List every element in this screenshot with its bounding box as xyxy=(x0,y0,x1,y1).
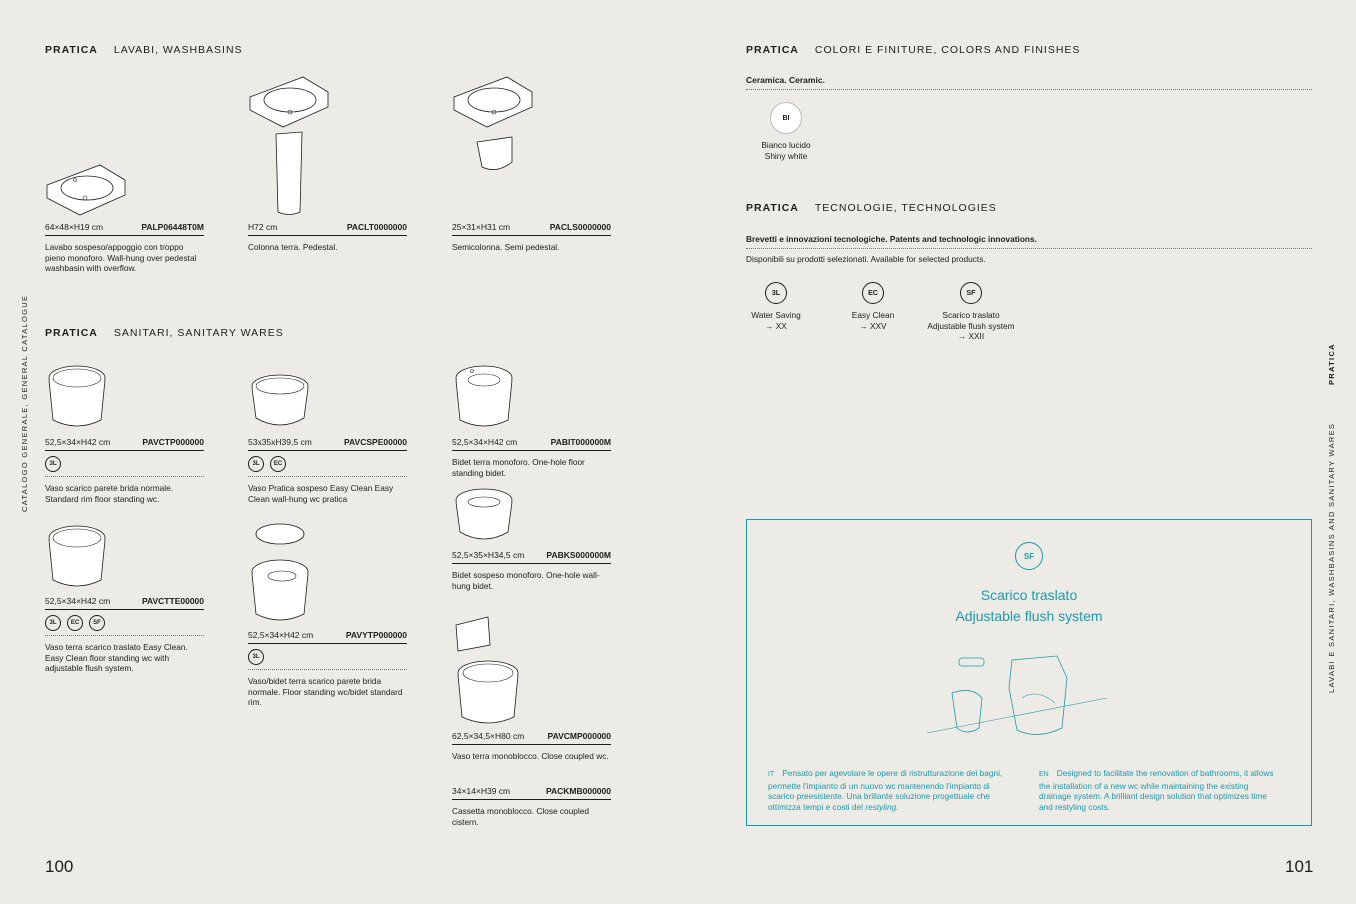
product-pedestal: H72 cm PACLT0000000 Colonna terra. Pedestal. xyxy=(248,222,407,252)
page-number-right: 101 xyxy=(1285,857,1314,876)
product-bidet-floor: 52,5×34×H42 cm PABIT000000M Bidet terra monoforo. One-hole floor standing bidet. xyxy=(452,437,611,478)
ceramic-label: Ceramica. Ceramic. xyxy=(746,75,1312,90)
left-side-label: CATALOGO GENERALE, GENERAL CATALOGUE xyxy=(20,294,29,512)
product-wc-wall-hung: 53x35xH39,5 cm PAVCSPE00000 3L EC Vaso Pratica sospeso Easy Clean Easy Clean wall-hung wc pratica xyxy=(248,437,407,504)
water-saving-icon: 3L xyxy=(765,282,787,304)
finish-name-en: Shiny white xyxy=(764,150,808,161)
adjustable-flush-icon: SF xyxy=(960,282,982,304)
water-saving-icon: 3L xyxy=(248,649,264,665)
flush-system-illustration xyxy=(927,648,1127,748)
easy-clean-icon: EC xyxy=(862,282,884,304)
page-number-left: 100 xyxy=(45,857,74,876)
right-side-brand: PRATICA xyxy=(1327,343,1336,385)
finish-code: BI xyxy=(770,102,802,134)
tech-section-title: PRATICA TECNOLOGIE, TECHNOLOGIES xyxy=(746,202,997,214)
water-saving-icon: 3L xyxy=(45,456,61,472)
floor-wc-illustration xyxy=(45,362,110,432)
product-wc-standard: 52,5×34×H42 cm PAVCTP000000 3L Vaso scarico parete brida normale. Standard rim floor standing wc. xyxy=(45,437,204,504)
feature-text-en: EN Designed to facilitate the renovation of bathrooms, it allows the installation of a new wc while maintaining the existing drainage system. A brilliant design solution that optimizes time and restyling costs. xyxy=(1039,768,1274,812)
feature-title: Scarico traslato Adjustable flush system xyxy=(955,587,1103,624)
floor-bidet-illustration xyxy=(452,362,517,432)
easy-clean-icon: EC xyxy=(67,615,83,631)
tech-easy-clean: EC Easy Clean → XXV xyxy=(837,282,909,331)
tech-available: Disponibili su prodotti selezionati. Available for selected products. xyxy=(746,254,986,264)
product-wc-adjustable: 52,5×34×H42 cm PAVCTTE00000 3L EC SF Vaso terra scarico traslato Easy Clean. Easy Clean floor standing wc with adjustable flush system. xyxy=(45,596,204,673)
adjustable-flush-icon: SF xyxy=(89,615,105,631)
finish-name-it: Bianco lucido xyxy=(761,140,811,150)
washbasins-section-title: PRATICA LAVABI, WASHBASINS xyxy=(45,44,243,56)
wall-hung-washbasin-illustration xyxy=(45,160,130,220)
easy-clean-icon: EC xyxy=(270,456,286,472)
water-saving-icon: 3L xyxy=(45,615,61,631)
product-washbasin: 64×48×H19 cm PALP06448T0M Lavabo sospeso/appoggio con troppo pieno monoforo. Wall-hung over pedestal washbasin with overflow. xyxy=(45,222,204,273)
colors-section-title: PRATICA COLORI E FINITURE, COLORS AND FINISHES xyxy=(746,44,1081,56)
sanitary-section-title: PRATICA SANITARI, SANITARY WARES xyxy=(45,327,284,339)
product-wc-close-coupled: 62,5×34,5×H80 cm PAVCMP000000 Vaso terra monoblocco. Close coupled wc. xyxy=(452,731,611,761)
product-semi-pedestal: 25×31×H31 cm PACLS0000000 Semicolonna. Semi pedestal. xyxy=(452,222,611,252)
pedestal-illustration xyxy=(248,72,333,217)
product-bidet-wall-hung: 52,5×35×H34,5 cm PABKS000000M Bidet sospeso monoforo. One-hole wall-hung bidet. xyxy=(452,550,611,591)
tech-patents: Brevetti e innovazioni tecnologiche. Patents and technologic innovations. xyxy=(746,234,1312,249)
close-coupled-wc-illustration xyxy=(452,615,522,727)
feature-text-it: IT Pensato per agevolare le opere di ristrutturazione dei bagni, permette l'impianto di un nuovo wc mantenendo l'impianto di scarico preesistente. Una brillante soluzione progettuale che ottimizza tempi e costi del restyling. xyxy=(768,768,1003,812)
wall-hung-wc-illustration xyxy=(248,372,313,432)
adjustable-flush-icon: SF xyxy=(1015,542,1043,570)
feature-box xyxy=(746,519,1312,826)
semi-pedestal-illustration xyxy=(452,72,537,182)
product-wc-bidet: 52,5×34×H42 cm PAVYTP000000 3L Vaso/bidet terra scarico parete brida normale. Floor standing wc/bidet standard rim. xyxy=(248,630,407,707)
product-cistern: 34×14×H39 cm PACKMB000000 Cassetta monoblocco. Close coupled cistern. xyxy=(452,786,611,827)
adjustable-flush-wc-illustration xyxy=(45,522,110,592)
tech-adjustable-flush: SF Scarico traslato Adjustable flush system → XXII xyxy=(916,282,1026,342)
wall-hung-bidet-illustration xyxy=(452,486,517,546)
water-saving-icon: 3L xyxy=(248,456,264,472)
tech-water-saving: 3L Water Saving → XX xyxy=(740,282,812,331)
right-side-label: LAVABI E SANITARI, WASHBASINS AND SANITARY WARES xyxy=(1327,422,1336,693)
wc-bidet-illustration xyxy=(248,520,313,625)
finish-swatch xyxy=(746,102,826,161)
